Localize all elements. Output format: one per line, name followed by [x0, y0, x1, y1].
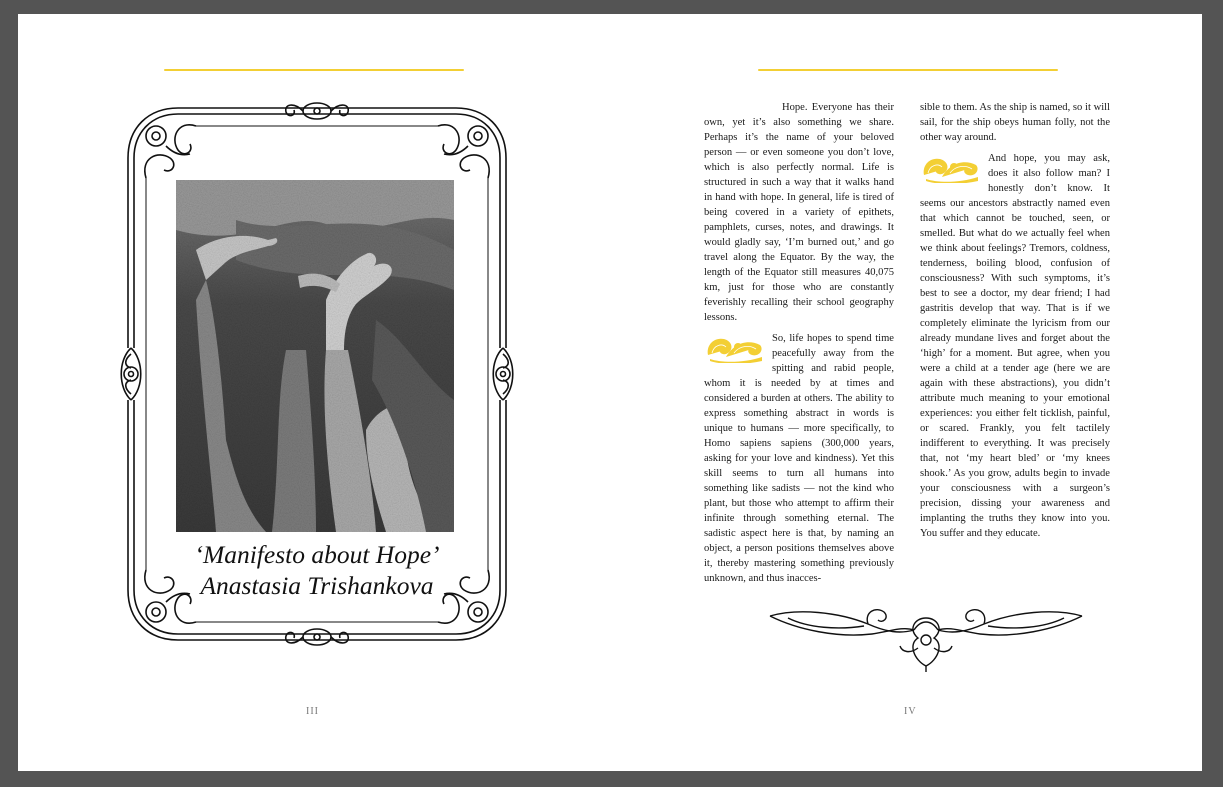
page-number-left: III [306, 706, 319, 717]
book-spread [18, 14, 1202, 771]
yellow-ornament-icon [920, 153, 982, 183]
ornamental-frame [118, 98, 516, 650]
right-page [610, 14, 1202, 771]
left-page [18, 14, 610, 771]
yellow-header-rule-left [164, 69, 464, 71]
yellow-header-rule-right [758, 69, 1058, 71]
column1-paragraph2: So, life hopes to spend time peacefully away from the spitting and rabid people, whom it is needed by at times and considered a burden at others. The ability to express something abstract in words is unique to humans — more specifically, to Homo sapiens sapiens (300,000 years, asking for your love and kindness). Yet this skill seems to turn all humans into something like sadists — not the kind who plant, but those who attempt to affirm their infinite through something eternal. The sadistic aspect here is that, by naming an object, a person positions themselves above it, thereby mastering something previously unknown, and thus inacces- [704, 333, 894, 584]
column2-paragraph2: And hope, you may ask, does it also follow man? I honestly don’t know. It seems our ancestors abstractly named even that which cannot be touched, seen, or smelled. But what do we actually feel when we think about feelings? Tremors, coldness, tenderness, boiling blood, confusion of consciousness? With such symptoms, it’s best to see a doctor, my dear friend; I had gastritis develop that way. That is if we completely eliminate the lyricism from our already mundane lives and forget about the ‘high’ for a moment. But agree, when you were a child at a tender age (here we are again with these abstractions), you didn’t attribute much meaning to your emotional experiences: you either felt ticklish, painful, or scared. Frankly, you felt tactilely indifferent to everything. It was precisely that, not ‘my heart bled’ or ‘my knees shook.’ As you grow, adults begin to invade your consciousness with a surgeon’s precision, dissing your awareness and implanting the truths they know into you. You suffer and they educate. [920, 153, 1110, 539]
cover-artwork [176, 180, 454, 532]
page-number-right: IV [904, 706, 917, 717]
cover-title [118, 539, 516, 601]
cover-author-line: Anastasia Trishankova [200, 571, 434, 600]
column1-paragraph1: Hope. Everyone has their own, yet it’s also something we share. Perhaps it’s the name of your beloved person — or even someone you don’t love, which is also perfectly normal. Life is structured in such a way that it walks hand in hand with hope. In general, life is tired of being covered in a variety of epithets, pamphlets, curses, notes, and drawings. It would gladly say, ‘I’m burned out,’ and go travel along the Equator. By the way, the length of the Equator still measures 40,075 km, just for those who are constantly feverishly recalling their school geography lessons. [704, 102, 894, 323]
hands-artwork-image [176, 180, 454, 532]
text-column-1 [704, 100, 894, 586]
column2-paragraph1: sible to them. As the ship is named, so it will sail, for the ship obeys human folly, not the other way around. [920, 102, 1110, 143]
yellow-ornament-icon [704, 333, 766, 363]
cover-title-line1: ‘Manifesto about Hope’ [194, 540, 440, 569]
text-column-2 [920, 100, 1110, 541]
floral-swash-ornament [768, 604, 1084, 672]
